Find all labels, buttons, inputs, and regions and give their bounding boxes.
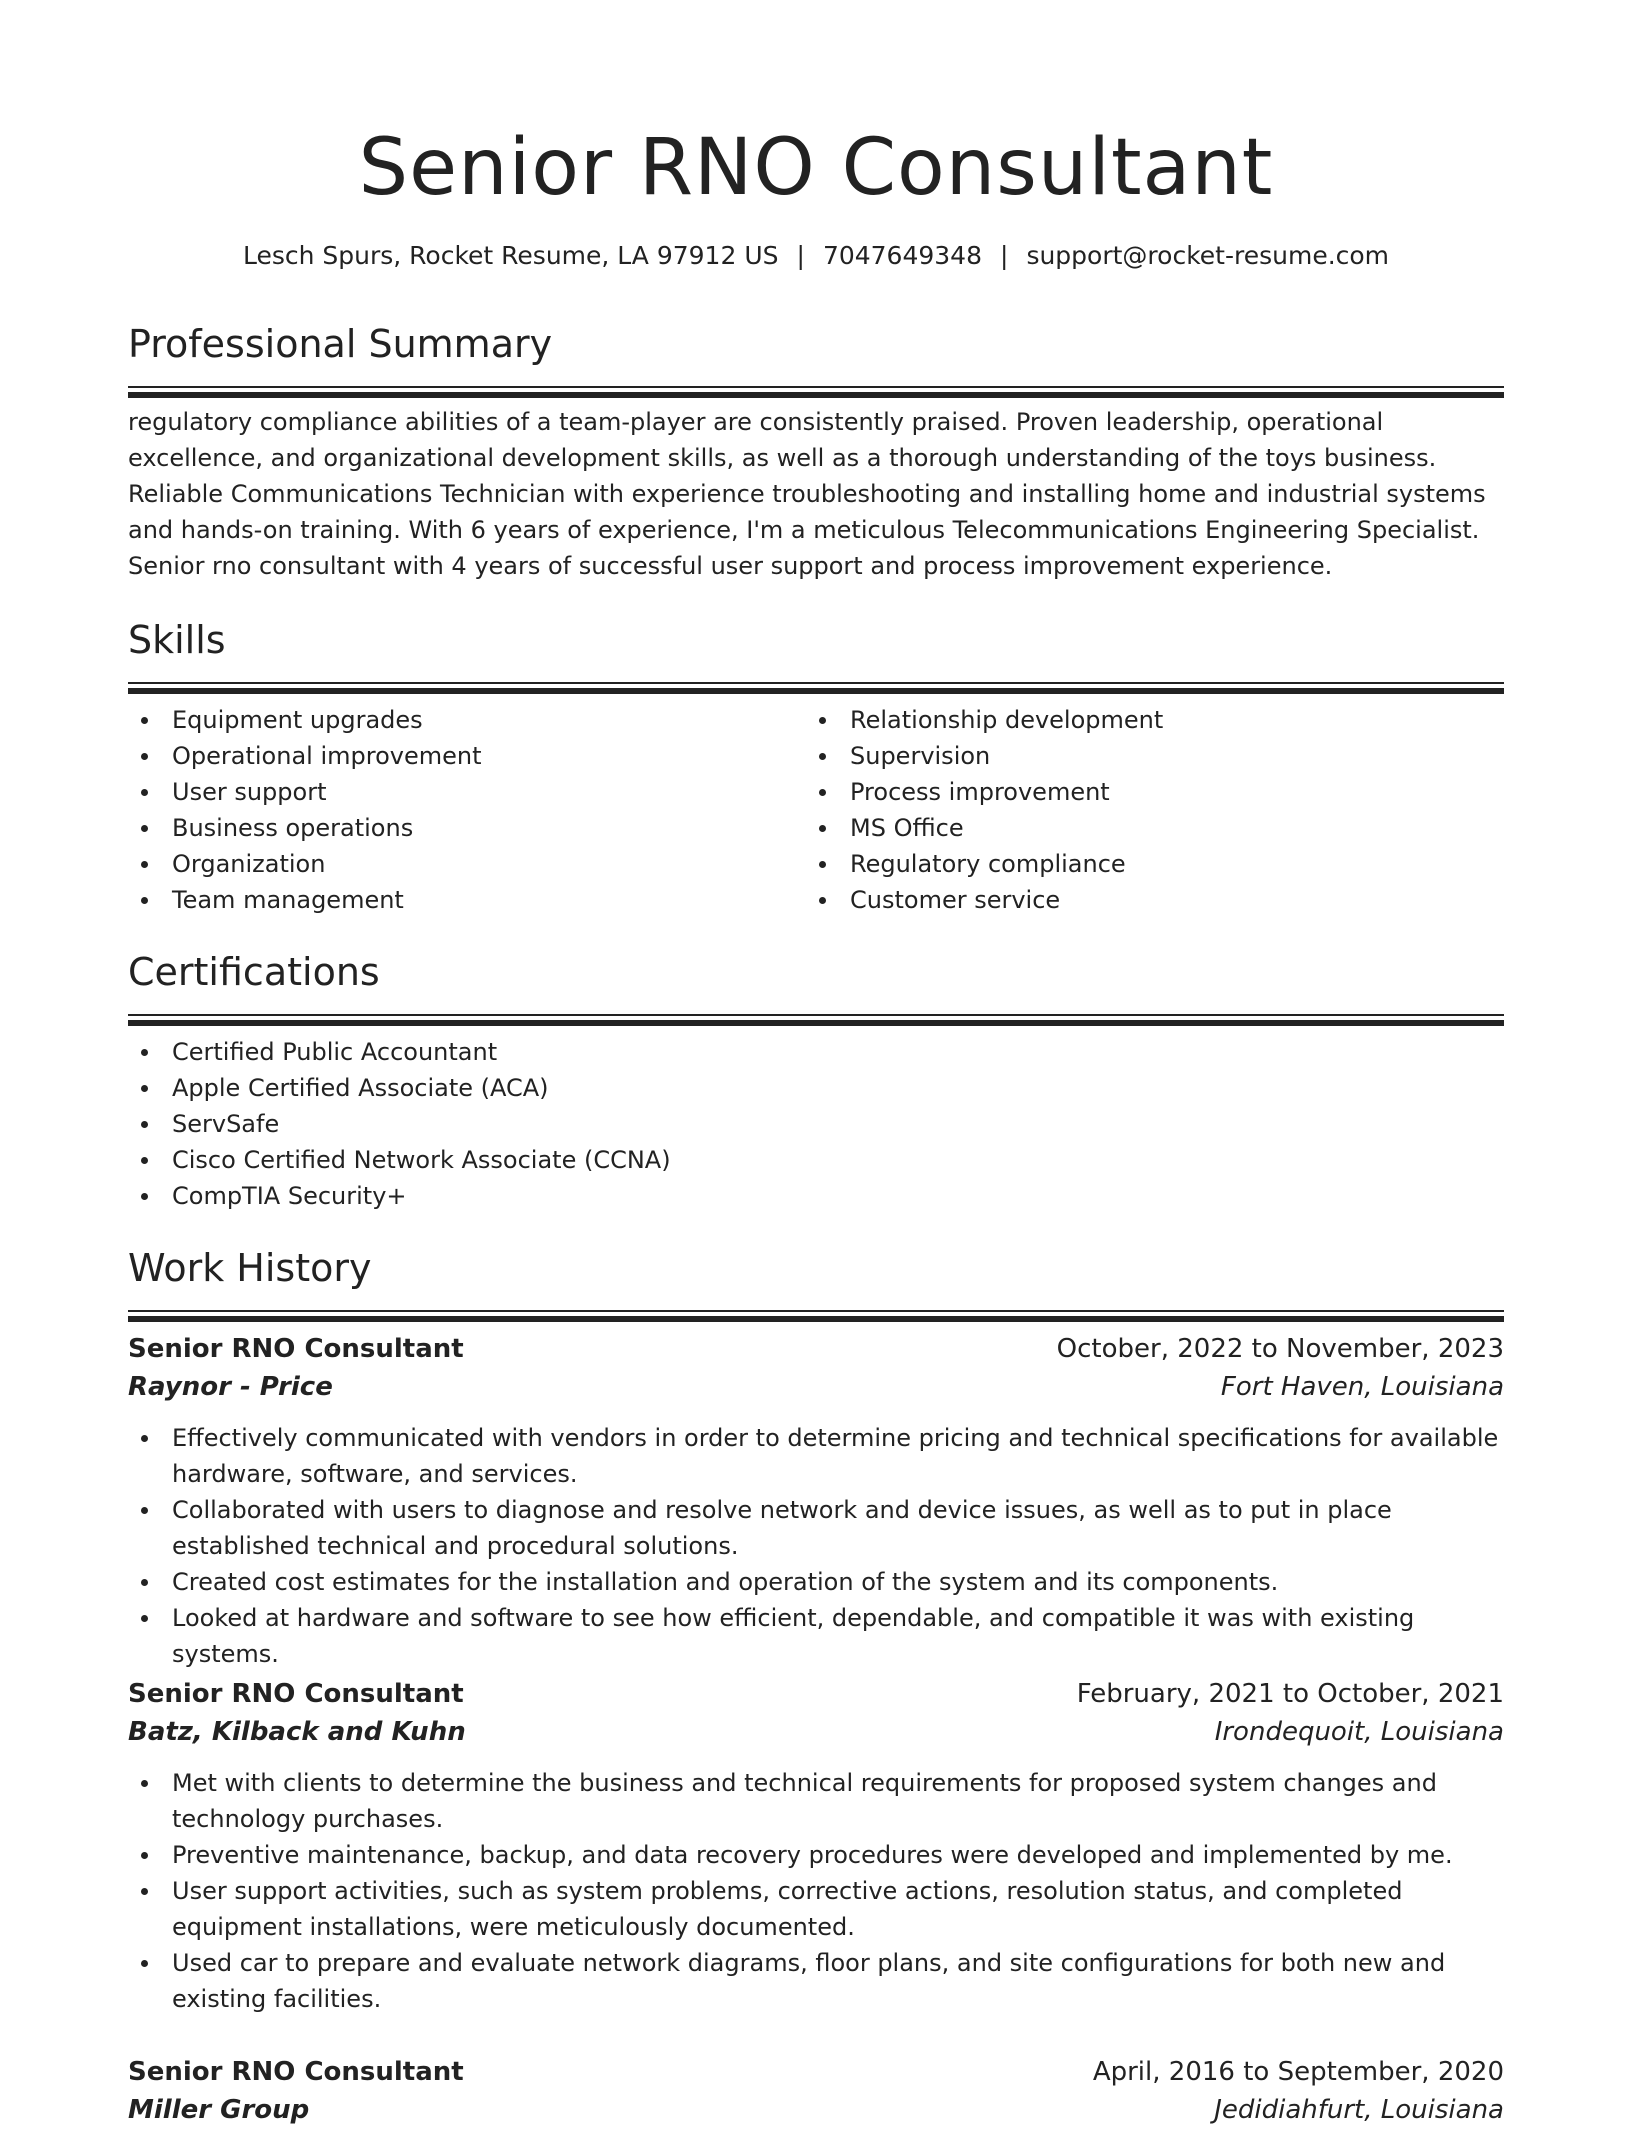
job-title: Senior RNO Consultant — [128, 1679, 464, 1709]
job-dates: April, 2016 to September, 2020 — [1092, 2057, 1504, 2087]
contact-line — [128, 238, 1504, 274]
certifications-list — [128, 1034, 1504, 1214]
job-company-row — [128, 2091, 1504, 2129]
job-bullets — [128, 1765, 1504, 2017]
skill-item: Business operations — [128, 810, 806, 846]
job-company: Batz, Kilback and Kuhn — [128, 1717, 466, 1747]
job-entry — [128, 1330, 1504, 1672]
certification-item: ServSafe — [128, 1106, 1504, 1142]
job-bullets — [128, 1420, 1504, 1672]
section-divider — [128, 386, 1504, 392]
certification-item: Certified Public Accountant — [128, 1034, 1504, 1070]
job-dates: October, 2022 to November, 2023 — [1056, 1334, 1504, 1364]
job-bullet: Effectively communicated with vendors in order to determine pricing and technical specifications for available hardware, software, and services. — [128, 1420, 1504, 1492]
skill-item: Team management — [128, 882, 806, 918]
skill-item: Relationship development — [806, 702, 1484, 738]
job-header-row — [128, 2053, 1504, 2091]
job-header-row — [128, 1675, 1504, 1713]
job-location: Irondequoit, Louisiana — [1214, 1717, 1504, 1747]
skills-columns — [128, 688, 1504, 918]
skill-item: Regulatory compliance — [806, 846, 1484, 882]
job-company: Raynor - Price — [128, 1372, 333, 1402]
skill-item: Customer service — [806, 882, 1484, 918]
certification-item: CompTIA Security+ — [128, 1178, 1504, 1214]
certification-item: Cisco Certified Network Associate (CCNA) — [128, 1142, 1504, 1178]
job-bullet: Created cost estimates for the installation and operation of the system and its components. — [128, 1564, 1504, 1600]
job-bullet: Used car to prepare and evaluate network diagrams, floor plans, and site configurations for both new and existing facilities. — [128, 1945, 1504, 2017]
contact-separator: | — [1000, 241, 1009, 270]
summary-section — [128, 320, 1504, 584]
certification-item: Apple Certified Associate (ACA) — [128, 1070, 1504, 1106]
job-header-row — [128, 1330, 1504, 1368]
certifications-section — [128, 948, 1504, 1214]
skill-item: MS Office — [806, 810, 1484, 846]
contact-separator: | — [796, 241, 805, 270]
section-title: Professional Summary — [128, 322, 553, 366]
job-bullet: Collaborated with users to diagnose and resolve network and device issues, as well as to put in place established technical and procedural solutions. — [128, 1492, 1504, 1564]
summary-text: regulatory compliance abilities of a team-player are consistently praised. Proven leadership, operational excellence, and organizational development skills, as well as a thorough understanding of the toys business. Reliable Communications Technician with experience troubleshooting and installing home and industrial systems and hands-on training. With 6 years of experience, I'm a meticulous Telecommunications Engineering Specialist. Senior rno consultant with 4 years of successful user support and process improvement experience. — [128, 408, 1486, 580]
contact-address: Lesch Spurs, Rocket Resume, LA 97912 US — [242, 241, 779, 270]
job-title: Senior RNO Consultant — [128, 2057, 464, 2087]
skill-item: Process improvement — [806, 774, 1484, 810]
job-entry — [128, 1675, 1504, 2017]
resume-name: Senior RNO Consultant — [358, 123, 1274, 213]
skill-item: Operational improvement — [128, 738, 806, 774]
work-history-section — [128, 1244, 1504, 1316]
job-dates: February, 2021 to October, 2021 — [1076, 1679, 1504, 1709]
section-title: Skills — [128, 618, 226, 662]
job-company: Miller Group — [128, 2095, 310, 2125]
job-company-row — [128, 1713, 1504, 1751]
job-title: Senior RNO Consultant — [128, 1334, 464, 1364]
contact-phone: 7047649348 — [822, 241, 982, 270]
job-bullet: Preventive maintenance, backup, and data recovery procedures were developed and implemented by me. — [128, 1837, 1504, 1873]
section-title: Certifications — [128, 950, 380, 994]
job-location: Fort Haven, Louisiana — [1220, 1372, 1504, 1402]
section-title: Work History — [128, 1246, 372, 1290]
section-divider — [128, 1310, 1504, 1316]
skill-item: User support — [128, 774, 806, 810]
job-location: Jedidiahfurt, Louisiana — [1214, 2095, 1504, 2125]
job-entry — [128, 2053, 1504, 2129]
skills-list-left — [128, 702, 806, 918]
section-divider — [128, 1014, 1504, 1020]
skill-item: Equipment upgrades — [128, 702, 806, 738]
job-bullet: User support activities, such as system problems, corrective actions, resolution status, and completed equipment installations, were meticulously documented. — [128, 1873, 1504, 1945]
job-bullet: Met with clients to determine the business and technical requirements for proposed system changes and technology purchases. — [128, 1765, 1504, 1837]
skill-item: Supervision — [806, 738, 1484, 774]
job-bullet: Looked at hardware and software to see how efficient, dependable, and compatible it was with existing systems. — [128, 1600, 1504, 1672]
skills-list-right — [806, 702, 1484, 918]
skills-section — [128, 616, 1504, 918]
skill-item: Organization — [128, 846, 806, 882]
job-company-row — [128, 1368, 1504, 1406]
contact-email: support@rocket-resume.com — [1026, 241, 1390, 270]
